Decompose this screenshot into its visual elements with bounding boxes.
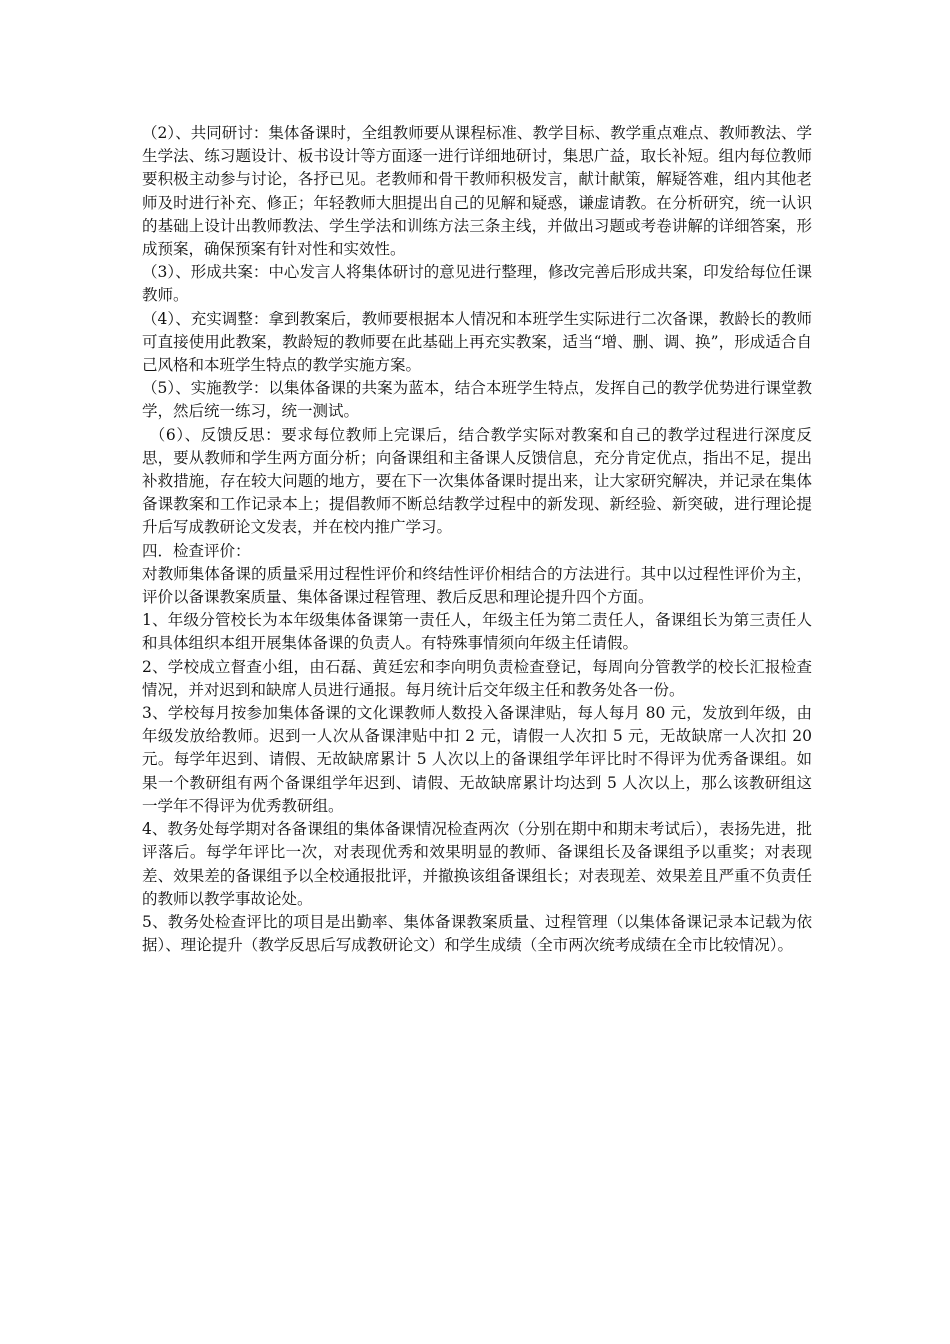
paragraph-rule-4: 4、教务处每学期对各备课组的集体备课情况检查两次（分别在期中和期末考试后），表扬先进，批评落后。每学年评比一次，对表现优秀和效果明显的教师、备课组长及备课组予以重奖；对表现差、效果差的备课组予以全校通报批评，并撤换该组备课组长；对表现差、效果差且严重不负责任的教师以教学事故论处。 (142, 820, 812, 908)
paragraph-rule-1: 1、年级分管校长为本年级集体备课第一责任人，年级主任为第二责任人，备课组长为第三责任人和具体组织本组开展集体备课的负责人。有特殊事情须向年级主任请假。 (142, 611, 812, 653)
document-body (142, 122, 812, 957)
paragraph-evaluation-intro: 对教师集体备课的质量采用过程性评价和终结性评价相结合的方法进行。其中以过程性评价为主，评价以备课教案质量、集体备课过程管理、教后反思和理论提升四个方面。 (142, 564, 812, 607)
paragraph-joint-discussion: （2）、共同研讨：集体备课时，全组教师要从课程标准、教学目标、教学重点难点、教师教法、学生学法、练习题设计、板书设计等方面逐一进行详细地研讨，集思广益，取长补短。组内每位教师要积极主动参与讨论，各抒已见。老教师和骨干教师积极发言，献计献策，解疑答难，组内其他老师及时进行补充、修正；年轻教师大胆提出自己的见解和疑惑，谦虚请教。在分析研究，统一认识的基础上设计出教师教法、学生学法和训练方法三条主线，并做出习题或考卷讲解的详细答案，形成预案，确保预案有针对性和实效性。 (142, 124, 812, 259)
paragraph-rule-2: 2、学校成立督查小组，由石磊、黄廷宏和李向明负责检查登记，每周向分管教学的校长汇报检查情况，并对迟到和缺席人员进行通报。每月统计后交年级主任和教务处各一份。 (142, 657, 812, 699)
paragraph-rule-3: 3、学校每月按参加集体备课的文化课教师人数投入备课津贴，每人每月 80 元，发放到年级，由年级发放给教师。迟到一人次从备课津贴中扣 2 元，请假一人次扣 5 元，无故缺席一人次扣 20 元。每学年迟到、请假、无故缺席累计 5 人次以上的备课组学年评比时不得评为优秀备课组。如果一个教研组有两个备课组学年迟到、请假、无故缺席累计均达到 5 人次以上，那么该教研组这一学年不得评为优秀教研组。 (142, 704, 812, 815)
section-heading-inspection: 四．检查评价： (142, 541, 251, 560)
paragraph-feedback-reflection: （6）、反馈反思：要求每位教师上完课后，结合教学实际对教案和自己的教学过程进行深度反思，要从教师和学生两方面分析；向备课组和主备课人反馈信息，充分肯定优点，指出不足，提出补救措施，存在较大问题的地方，要在下一次集体备课时提出来，让大家研究解决，并记录在集体备课教案和工作记录本上；提倡教师不断总结教学过程中的新发现、新经验、新突破，进行理论提升后写成教研论文发表，并在校内推广学习。 (142, 425, 812, 537)
paragraph-form-common-plan: （3）、形成共案：中心发言人将集体研讨的意见进行整理，修改完善后形成共案，印发给每位任课教师。 (142, 263, 812, 305)
paragraph-enrich-adjust: （4）、充实调整：拿到教案后，教师要根据本人情况和本班学生实际进行二次备课，教龄长的教师可直接使用此教案，教龄短的教师要在此基础上再充实教案，适当“增、删、调、换”，形成适合自己风格和本班学生特点的教学实施方案。 (142, 309, 812, 375)
paragraph-rule-5: 5、教务处检查评比的项目是出勤率、集体备课教案质量、过程管理（以集体备课记录本记载为依据）、理论提升（教学反思后写成教研论文）和学生成绩（全市两次统考成绩在全市比较情况）。 (142, 912, 812, 955)
paragraph-implement-teaching: （5）、实施教学：以集体备课的共案为蓝本，结合本班学生特点，发挥自己的教学优势进行课堂教学，然后统一练习，统一测试。 (142, 379, 812, 421)
